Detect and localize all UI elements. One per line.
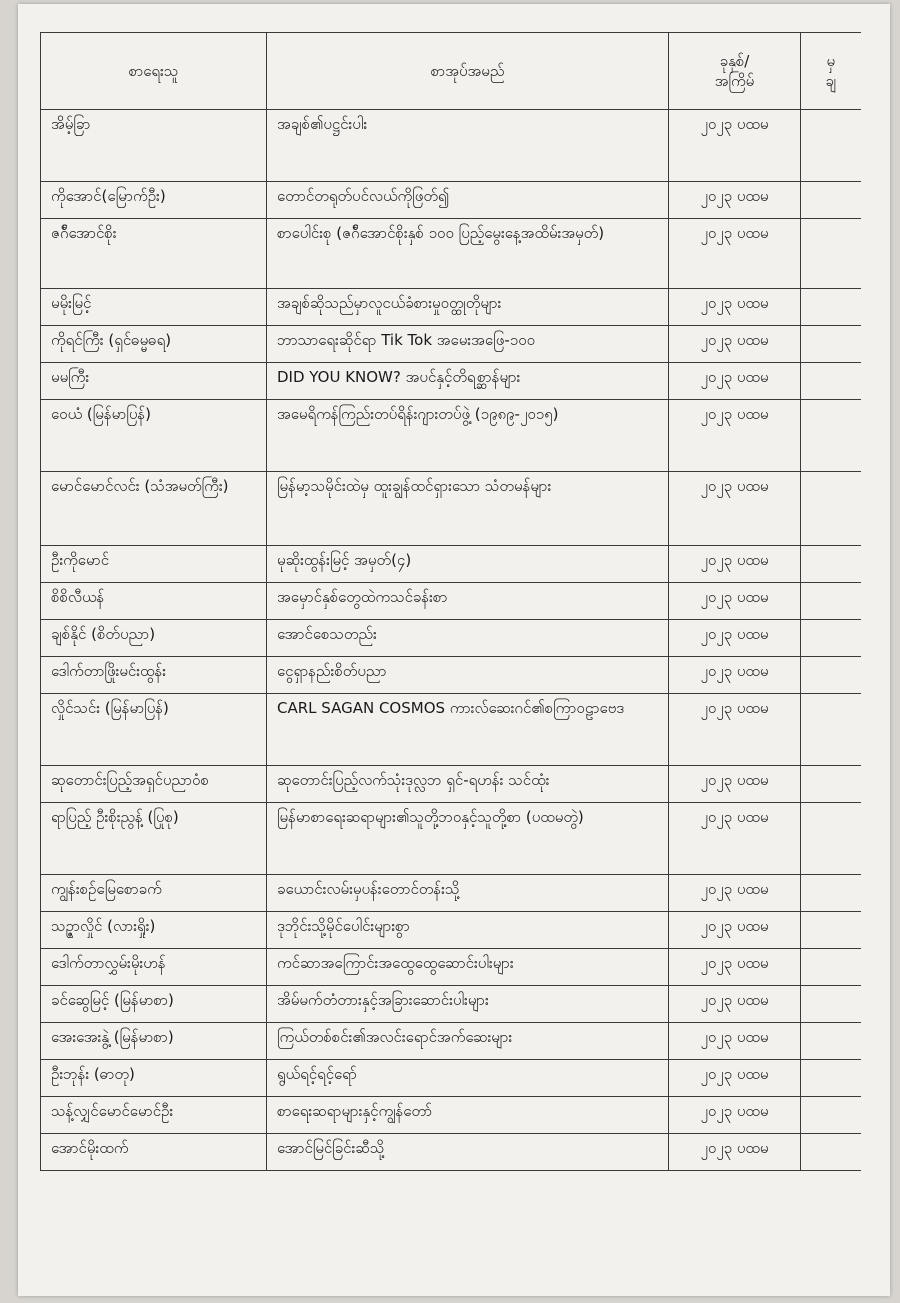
title-cell: အောင်စေသတည်း	[267, 620, 669, 657]
edition-cell: ၂၀၂၃ ပထမ	[669, 1134, 801, 1171]
title-cell: မုဆိုးထွန်းမြင့် အမှတ်(၄)	[267, 546, 669, 583]
extra-cell	[801, 694, 861, 766]
title-cell: ကင်ဆာအကြောင်းအထွေထွေဆောင်းပါးများ	[267, 949, 669, 986]
author-cell: ဝေယံ (မြန်မာပြန်)	[41, 400, 267, 472]
edition-cell: ၂၀၂၃ ပထမ	[669, 766, 801, 803]
table-row	[41, 912, 861, 949]
edition-cell: ၂၀၂၃ ပထမ	[669, 182, 801, 219]
title-cell: စာရေးဆရာများနှင့်ကျွန်တော်	[267, 1097, 669, 1134]
edition-cell: ၂၀၂၃ ပထမ	[669, 110, 801, 182]
table-row	[41, 182, 861, 219]
author-cell: ဦးဘုန်း (ဓာတု)	[41, 1060, 267, 1097]
author-cell: ခင်ဆွေမြင့် (မြန်မာစာ)	[41, 986, 267, 1023]
extra-cell	[801, 110, 861, 182]
extra-cell	[801, 657, 861, 694]
table-row	[41, 363, 861, 400]
extra-cell	[801, 1134, 861, 1171]
edition-cell: ၂၀၂၃ ပထမ	[669, 1097, 801, 1134]
author-cell: ရာပြည့် ဦးစိုးညွန့် (ပြုစု)	[41, 803, 267, 875]
title-cell: အိမ်မက်တံတားနှင့်အခြားဆောင်းပါးများ	[267, 986, 669, 1023]
title-cell: မြန်မာစာရေးဆရာများ၏သူတို့ဘဝနှင့်သူတို့စာ (ပထမတွဲ)	[267, 803, 669, 875]
author-cell: ကျွန်းစဉ်မြေစောခက်	[41, 875, 267, 912]
edition-cell: ၂၀၂၃ ပထမ	[669, 620, 801, 657]
table-row	[41, 289, 861, 326]
title-cell: ဘာသာရေးဆိုင်ရာ Tik Tok အမေးအဖြေ-၁၀၀	[267, 326, 669, 363]
book-list-table	[40, 32, 861, 1171]
title-cell: တောင်တရုတ်ပင်လယ်ကိုဖြတ်၍	[267, 182, 669, 219]
edition-cell: ၂၀၂၃ ပထမ	[669, 326, 801, 363]
author-cell: ဇဂ်ီအောင်စိုး	[41, 219, 267, 289]
table-row	[41, 583, 861, 620]
edition-cell: ၂၀၂၃ ပထမ	[669, 1060, 801, 1097]
edition-cell: ၂၀၂၃ ပထမ	[669, 289, 801, 326]
extra-cell	[801, 289, 861, 326]
scanned-page	[18, 4, 890, 1296]
edition-cell: ၂၀၂၃ ပထမ	[669, 657, 801, 694]
table-row	[41, 326, 861, 363]
title-cell: ရွယ်ရင့်ရင့်ရော်	[267, 1060, 669, 1097]
table-row	[41, 1097, 861, 1134]
edition-cell: ၂၀၂၃ ပထမ	[669, 472, 801, 546]
title-cell: အမေရိကန်ကြည်းတပ်ရိန်းဂျားတပ်ဖွဲ့ (၁၉၈၉-၂၀၁၅)	[267, 400, 669, 472]
title-cell: ခယောင်းလမ်းမှပန်းတောင်တန်းသို့	[267, 875, 669, 912]
edition-cell: ၂၀၂၃ ပထမ	[669, 363, 801, 400]
author-cell: ဆုတောင်းပြည့်အရှင်ပညာဝံစ	[41, 766, 267, 803]
table-row	[41, 1023, 861, 1060]
table-row	[41, 400, 861, 472]
header-edition-line1: ခုနှစ်/	[719, 51, 750, 70]
author-cell: စိစိလီယန်	[41, 583, 267, 620]
author-cell: သန့်လျှင်မောင်မောင်ဦး	[41, 1097, 267, 1134]
author-cell: မမကြီး	[41, 363, 267, 400]
author-cell: မောင်မောင်လင်း (သံအမတ်ကြီး)	[41, 472, 267, 546]
title-cell: ငွေရှာနည်းစိတ်ပညာ	[267, 657, 669, 694]
table-row	[41, 949, 861, 986]
table-row	[41, 110, 861, 182]
author-cell: ဒေါက်တာဖြိုးမင်းထွန်း	[41, 657, 267, 694]
author-cell: ကိုရင်ကြီး (ရှင်ဓမ္မဓရ)	[41, 326, 267, 363]
author-cell: ဦးကိုမောင်	[41, 546, 267, 583]
author-cell: သဥ္ဇာလှိုင် (လားရှိုး)	[41, 912, 267, 949]
author-cell: ကိုအောင်(မြောက်ဦး)	[41, 182, 267, 219]
table-row	[41, 875, 861, 912]
extra-cell	[801, 803, 861, 875]
table-row	[41, 1134, 861, 1171]
extra-cell	[801, 546, 861, 583]
table-row	[41, 1060, 861, 1097]
extra-cell	[801, 363, 861, 400]
author-cell: အေးအေးနွဲ့ (မြန်မာစာ)	[41, 1023, 267, 1060]
extra-cell	[801, 583, 861, 620]
extra-cell	[801, 472, 861, 546]
edition-cell: ၂၀၂၃ ပထမ	[669, 803, 801, 875]
edition-cell: ၂၀၂၃ ပထမ	[669, 583, 801, 620]
extra-cell	[801, 1023, 861, 1060]
extra-cell	[801, 326, 861, 363]
title-cell: DID YOU KNOW? အပင်နှင့်တိရစ္ဆာန်များ	[267, 363, 669, 400]
table-row	[41, 694, 861, 766]
author-cell: ဒေါက်တာလွှမ်းမိုးဟန်	[41, 949, 267, 986]
table-row	[41, 472, 861, 546]
title-cell: ဒုဘိုင်းသို့မိုင်ပေါင်းများစွာ	[267, 912, 669, 949]
edition-cell: ၂၀၂၃ ပထမ	[669, 875, 801, 912]
table-row	[41, 546, 861, 583]
extra-cell	[801, 1097, 861, 1134]
table-row	[41, 803, 861, 875]
title-cell: ကြယ်တစ်စင်း၏အလင်းရောင်အက်ဆေးများ	[267, 1023, 669, 1060]
table-row	[41, 766, 861, 803]
extra-cell	[801, 949, 861, 986]
title-cell: အချစ်၏ပဋ္ဌင်းပါး	[267, 110, 669, 182]
header-extra-line2: ချ	[825, 72, 837, 90]
extra-cell	[801, 182, 861, 219]
header-row	[41, 33, 861, 110]
table-row	[41, 620, 861, 657]
extra-cell	[801, 400, 861, 472]
author-cell: လှိုင်သင်း (မြန်မာပြန်)	[41, 694, 267, 766]
table-row	[41, 219, 861, 289]
edition-cell: ၂၀၂၃ ပထမ	[669, 694, 801, 766]
table-row	[41, 986, 861, 1023]
author-cell: အောင်မိုးထက်	[41, 1134, 267, 1171]
header-extra-line1: မှ	[826, 51, 836, 70]
edition-cell: ၂၀၂၃ ပထမ	[669, 986, 801, 1023]
author-cell: ချစ်နိုင် (စိတ်ပညာ)	[41, 620, 267, 657]
title-cell: စာပေါင်းစု (ဇဂ်ီအောင်စိုးနှစ် ၁၀၀ ပြည့်မွေးနေ့အထိမ်းအမှတ်)	[267, 219, 669, 289]
header-extra	[801, 33, 861, 110]
author-cell: မမိုးမြင့်	[41, 289, 267, 326]
extra-cell	[801, 766, 861, 803]
title-cell: အောင်မြင်ခြင်းဆီသို့	[267, 1134, 669, 1171]
title-cell: မြန်မာ့သမိုင်းထဲမှ ထူးချွန်ထင်ရှားသော သံတမန်များ	[267, 472, 669, 546]
header-title: စာအုပ်အမည်	[267, 33, 669, 110]
edition-cell: ၂၀၂၃ ပထမ	[669, 949, 801, 986]
edition-cell: ၂၀၂၃ ပထမ	[669, 400, 801, 472]
extra-cell	[801, 912, 861, 949]
edition-cell: ၂၀၂၃ ပထမ	[669, 1023, 801, 1060]
extra-cell	[801, 875, 861, 912]
title-cell: ဆုတောင်းပြည့်လက်သုံးဒုလ္လဘ ရှင်-ရဟန်း သင်ထုံး	[267, 766, 669, 803]
header-author: စာရေးသူ	[41, 33, 267, 110]
extra-cell	[801, 986, 861, 1023]
title-cell: CARL SAGAN COSMOS ကားလ်ဆေးဂင်၏စကြာဝဠာဗေဒ	[267, 694, 669, 766]
title-cell: အမှောင်နှစ်တွေထဲကသင်ခန်းစာ	[267, 583, 669, 620]
edition-cell: ၂၀၂၃ ပထမ	[669, 546, 801, 583]
header-edition-line2: အကြိမ်	[714, 72, 755, 90]
title-cell: အချစ်ဆိုသည်မှာလူငယ်ခံစားမှုဝတ္ထုတိုများ	[267, 289, 669, 326]
extra-cell	[801, 219, 861, 289]
table-row	[41, 657, 861, 694]
edition-cell: ၂၀၂၃ ပထမ	[669, 219, 801, 289]
header-edition	[669, 33, 801, 110]
edition-cell: ၂၀၂၃ ပထမ	[669, 912, 801, 949]
extra-cell	[801, 1060, 861, 1097]
extra-cell	[801, 620, 861, 657]
author-cell: အိမ့်ခြာ	[41, 110, 267, 182]
